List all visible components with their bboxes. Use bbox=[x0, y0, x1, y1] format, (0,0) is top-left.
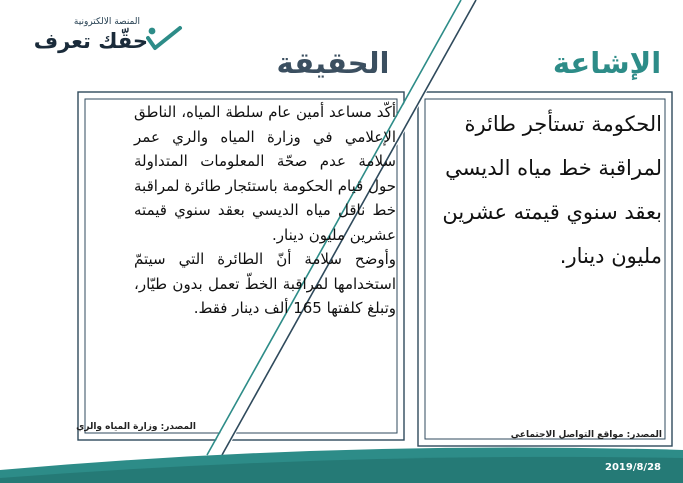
truth-body bbox=[134, 100, 396, 321]
checkmark-icon bbox=[146, 24, 184, 54]
rumor-body: الحكومة تستأجر طائرة لمراقبة خط مياه الديسي بعقد سنوي قيمته عشرين مليون دينار. bbox=[442, 112, 662, 268]
truth-heading: الحقيقة bbox=[276, 46, 390, 80]
truth-paragraph-1: أكّد مساعد أمين عام سلطة المياه، الناطق الإعلامي في وزارة المياه والري عمر سلامة عدم صحّة المعلومات المتداولة حول قيام الحكومة باستئجار طائرة لمراقبة خط ناقل مياه الديسي بعقد سنوي قيمته عشرين مليون دينار. bbox=[134, 103, 396, 244]
brand-subtitle: المنصة الالكترونية bbox=[73, 17, 140, 27]
brand-name: حقّك تعرف bbox=[33, 29, 148, 53]
truth-paragraph-2: وأوضح سلامة أنّ الطائرة التي سيتمّ استخدامها لمراقبة الخطّ تعمل بدون طيّار، وتبلغ كلفتها 165 ألف دينار فقط. bbox=[134, 250, 396, 317]
rumor-source: المصدر: مواقع التواصل الاجتماعي bbox=[510, 430, 662, 440]
truth-source: المصدر: وزارة المياه والري bbox=[76, 422, 196, 432]
publish-date: 2019/8/28 bbox=[604, 462, 661, 473]
rumor-heading: الإشاعة bbox=[552, 46, 662, 80]
